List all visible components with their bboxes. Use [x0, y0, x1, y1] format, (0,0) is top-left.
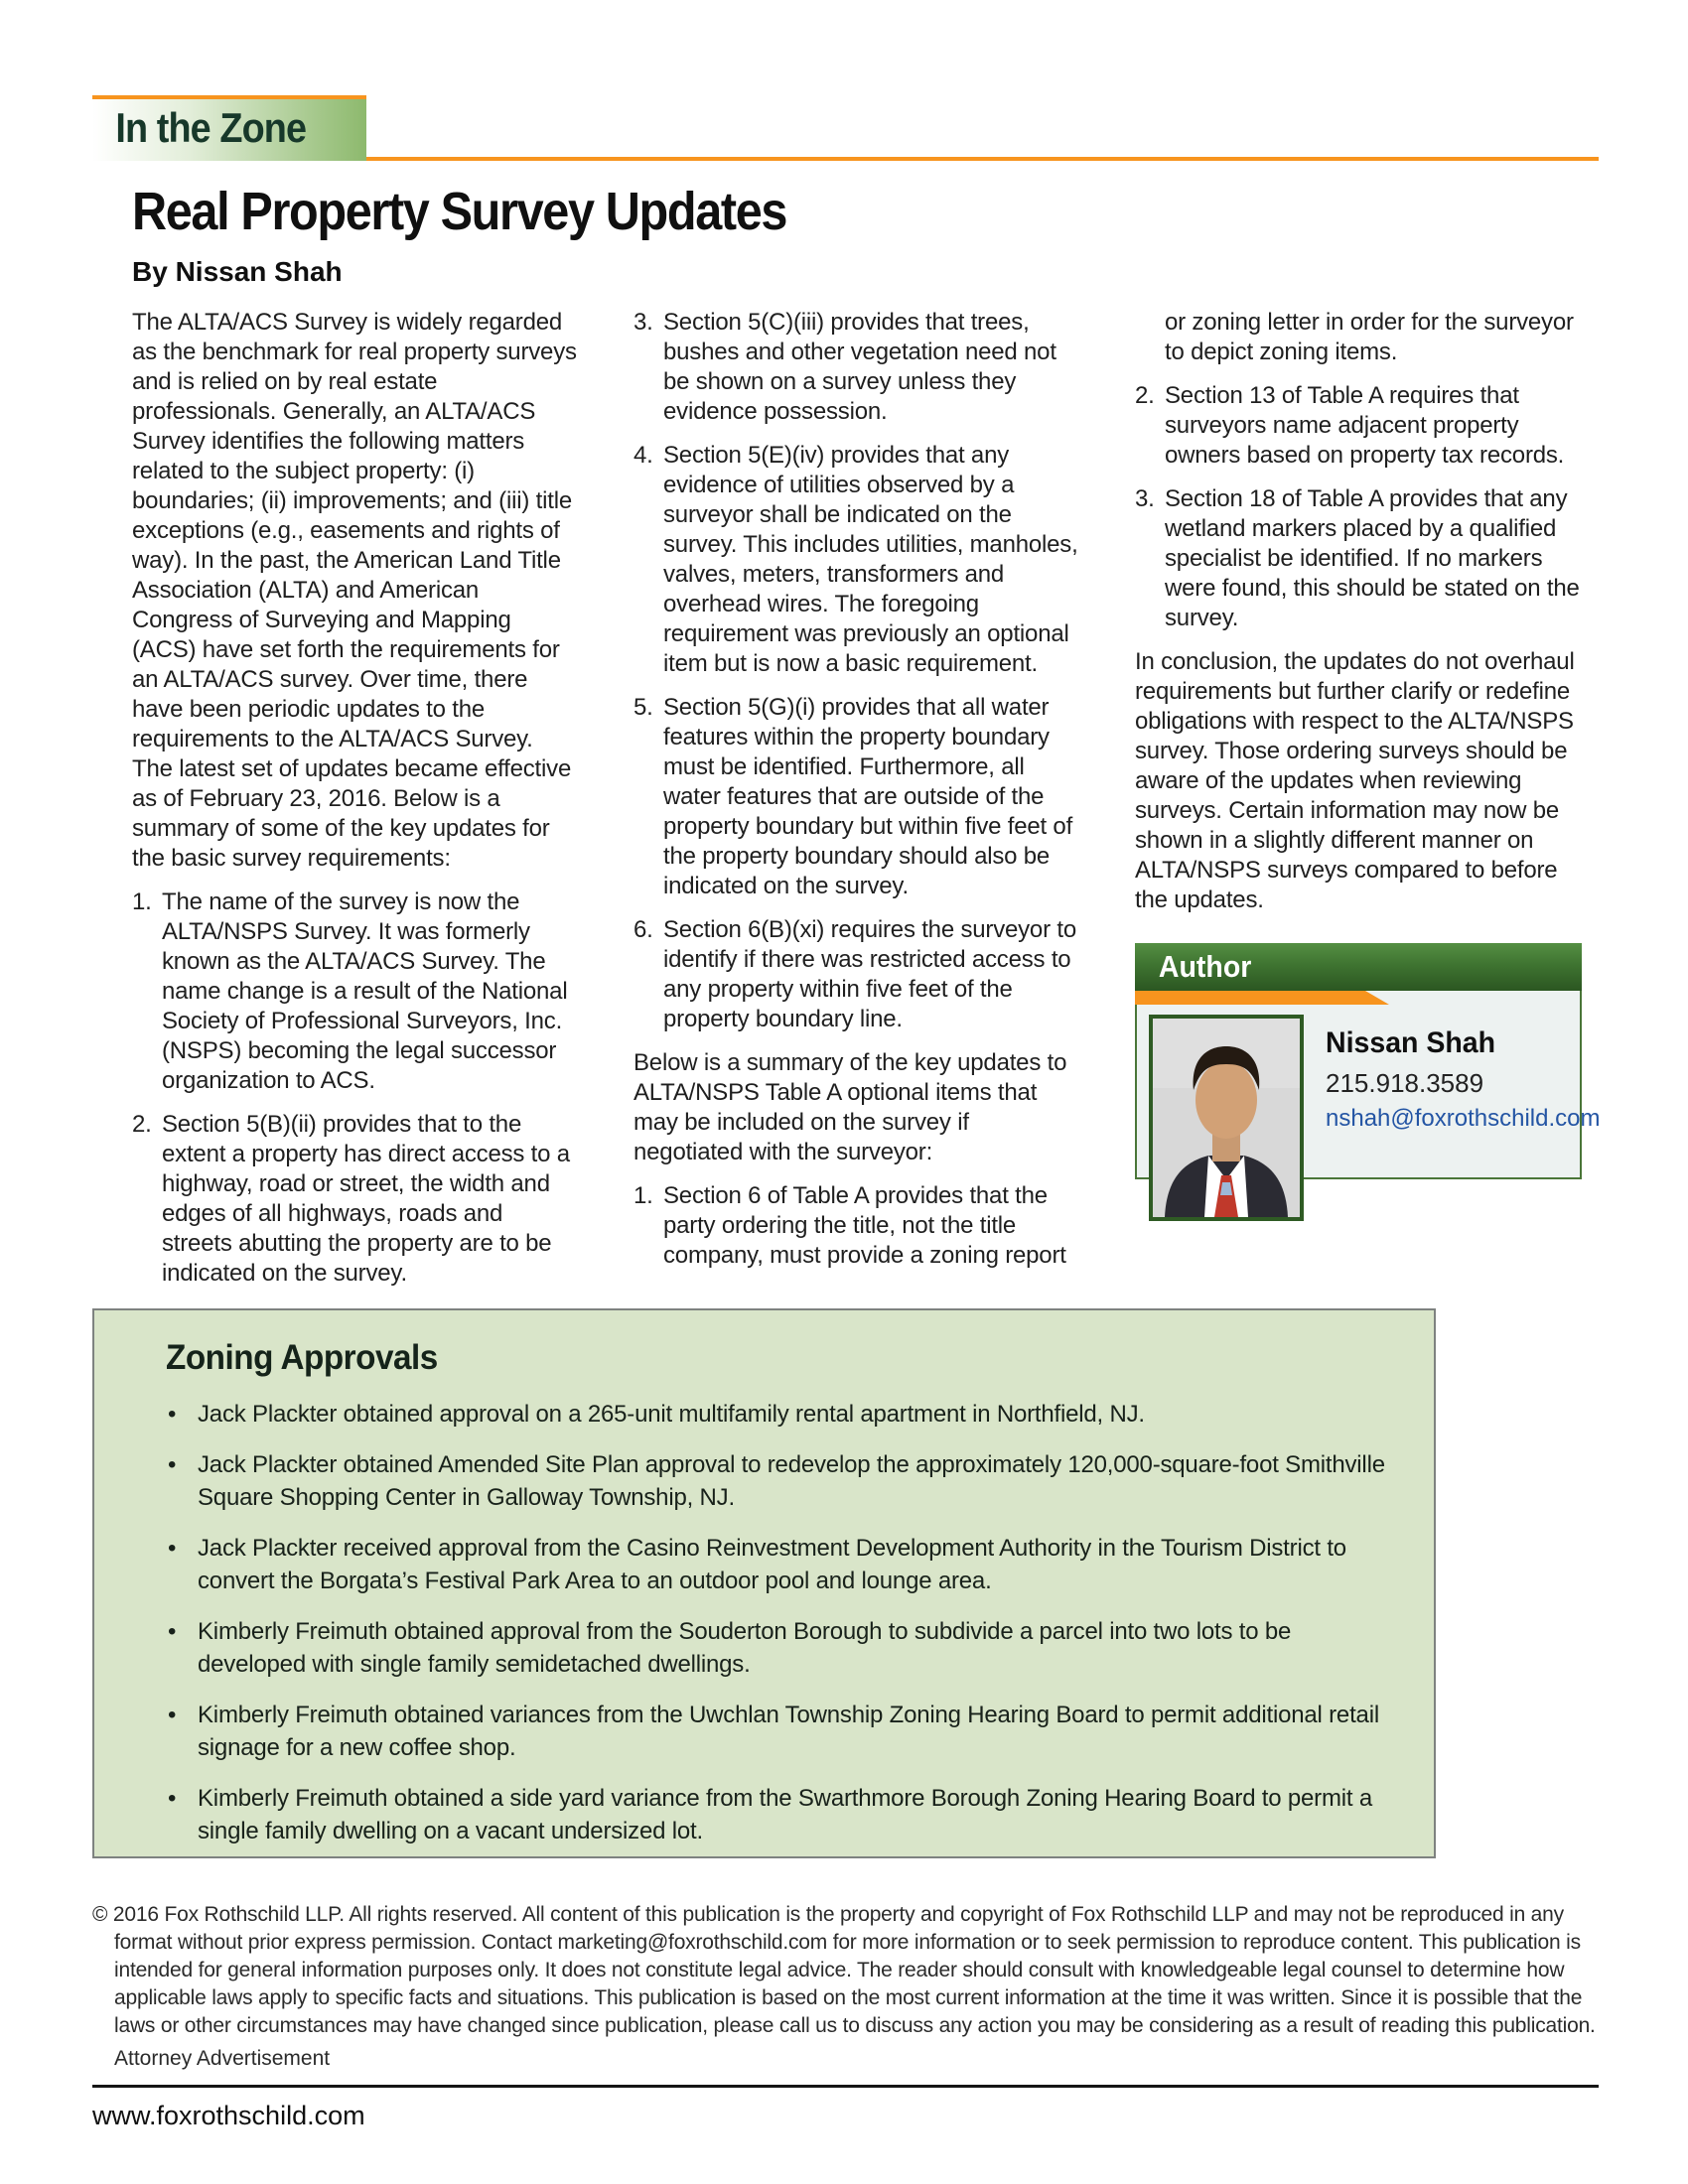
byline: By Nissan Shah — [132, 256, 343, 287]
copyright-notice: © 2016 Fox Rothschild LLP. All rights reserved. All content of this publication is the property and copyright of Fox Rothschild LLP and may not be reproduced in any format without prior express permission. Contact marketing@foxrothschild.com for more information or to seek permission to reproduce content. This publication is intended for general information purposes only. It does not constitute legal advice. The reader should consult with knowledgeable legal counsel to determine how applicable laws apply to specific facts and situations. This publication is based on the most current information at the time it was written. Since it is possible that the laws or other circumstances may have changed since publication, please call us to discuss any action you may be considering as a result of reading this publication. — [92, 1903, 1596, 2037]
item-number: 1. — [633, 1182, 653, 1209]
numbered-item — [633, 915, 1080, 1034]
numbered-item — [132, 887, 579, 1096]
section-banner — [92, 95, 366, 161]
zoning-bullet: • Kimberly Freimuth obtained variances from the Uwchlan Township Zoning Hearing Board to permit additional retail signage for a new coffee shop. — [166, 1699, 1394, 1764]
intro-paragraph: The ALTA/ACS Survey is widely regarded as the benchmark for real property surveys and is relied on by real estate professionals. Generally, an ALTA/ACS Survey identifies the following matters related to the subject property: (i) boundaries; (ii) improvements; and (iii) title exceptions (e.g., easements and rights of way). In the past, the American Land Title Association (ALTA) and American Congress of Surveying and Mapping (ACS) have set forth the requirements for an ALTA/ACS survey. Over time, there have been periodic updates to the requirements to the ALTA/ACS Survey. The latest set of updates became effective as of February 23, 2016. Below is a summary of some of the key updates for the basic survey requirements: — [132, 309, 577, 872]
item-text: Section 13 of Table A requires that surveyors name adjacent property owners based on property tax records. — [1165, 382, 1565, 469]
numbered-item — [132, 1110, 579, 1289]
item-text: Section 5(B)(ii) provides that to the extent a property has direct access to a highway, road or street, the width and edges of all highways, roads and streets abutting the property are to be indicated on the survey. — [162, 1111, 570, 1287]
numbered-item — [1135, 381, 1582, 471]
numbered-item — [633, 693, 1080, 901]
website-url: www.foxrothschild.com — [92, 2101, 365, 2130]
numbered-item — [633, 441, 1080, 679]
author-details — [1326, 1026, 1601, 1133]
item-text: Section 6(B)(xi) requires the surveyor to identify if there was restricted access to any property within five feet of the property boundary line. — [663, 916, 1076, 1032]
item-continuation: or zoning letter in order for the surveyor to depict zoning items. — [1165, 309, 1574, 365]
item-text: Section 5(C)(iii) provides that trees, bushes and other vegetation need not be shown on a survey unless they evidence possession. — [663, 309, 1056, 425]
author-phone: 215.918.3589 — [1326, 1068, 1484, 1098]
article-column-1 — [132, 308, 579, 1302]
zoning-bullet: • Jack Plackter obtained approval on a 265-unit multifamily rental apartment in Northfield, NJ. — [166, 1398, 1394, 1431]
item-number: 2. — [1135, 382, 1155, 409]
author-box — [1135, 943, 1601, 1179]
item-number: 2. — [132, 1111, 152, 1138]
zoning-bullet: • Jack Plackter obtained Amended Site Plan approval to redevelop the approximately 120,000-square-foot Smithville Square Shopping Center in Galloway Township, NJ. — [166, 1448, 1394, 1514]
author-box-orange-accent — [1135, 991, 1389, 1005]
item-number: 5. — [633, 694, 653, 721]
item-number: 4. — [633, 442, 653, 469]
author-box-header-label: Author — [1158, 949, 1252, 984]
author-email-link[interactable]: nshah@foxrothschild.com — [1326, 1105, 1601, 1132]
author-name: Nissan Shah — [1326, 1026, 1496, 1059]
zoning-bullet: • Jack Plackter received approval from the Casino Reinvestment Development Authority in the Tourism District to convert the Borgata’s Festival Park Area to an outdoor pool and lounge area. — [166, 1532, 1394, 1597]
masthead — [92, 95, 1599, 161]
author-box-content — [1135, 991, 1601, 1179]
section-banner-label: In the Zone — [115, 104, 307, 151]
numbered-item — [1135, 484, 1582, 633]
attorney-advertisement-label: Attorney Advertisement — [114, 2047, 331, 2070]
author-box-header — [1135, 943, 1582, 991]
item-text: Section 18 of Table A provides that any wetland markers placed by a qualified specialist be identified. If no markers were found, this should be stated on the survey. — [1165, 485, 1580, 631]
item-number: 1. — [132, 888, 152, 915]
zoning-approvals-title: Zoning Approvals — [166, 1338, 438, 1377]
item-number: 3. — [1135, 485, 1155, 512]
tablea-paragraph: Below is a summary of the key updates to ALTA/NSPS Table A optional items that may be included on the survey if negotiated with the surveyor: — [633, 1049, 1067, 1165]
footer-rule — [92, 2085, 1599, 2088]
article-column-2 — [633, 308, 1080, 1302]
conclusion-paragraph: In conclusion, the updates do not overhaul requirements but further clarify or redefine obligations with respect to the ALTA/NSPS survey. Those ordering surveys should be aware of the updates when reviewing surveys. Certain information may now be shown in a slightly different manner on ALTA/NSPS surveys compared to before the updates. — [1135, 648, 1575, 913]
numbered-item — [633, 1181, 1080, 1271]
zoning-approvals-list — [166, 1398, 1394, 1847]
item-number: 3. — [633, 309, 653, 336]
item-text: Section 6 of Table A provides that the party ordering the title, not the title company, must provide a zoning report — [663, 1182, 1066, 1269]
item-text: The name of the survey is now the ALTA/NSPS Survey. It was formerly known as the ALTA/ACS Survey. The name change is a result of the National Society of Professional Surveyors, Inc. (NSPS) becoming the legal successor organization to ACS. — [162, 888, 568, 1094]
page-title: Real Property Survey Updates — [132, 182, 787, 241]
zoning-approvals-box — [92, 1308, 1436, 1858]
item-text: Section 5(E)(iv) provides that any evidence of utilities observed by a surveyor shall be indicated on the survey. This includes utilities, manholes, valves, meters, transformers and overhead wires. The foregoing requirement was previously an optional item but is now a basic requirement. — [663, 442, 1078, 677]
item-text: Section 5(G)(i) provides that all water features within the property boundary must be identified. Furthermore, all water features that are outside of the property boundary but within five feet of the property boundary should also be indicated on the survey. — [663, 694, 1073, 899]
author-photo — [1149, 1015, 1304, 1221]
item-number: 6. — [633, 916, 653, 943]
zoning-bullet: • Kimberly Freimuth obtained approval from the Souderton Borough to subdivide a parcel into two lots to be developed with single family semidetached dwellings. — [166, 1615, 1394, 1681]
zoning-bullet: • Kimberly Freimuth obtained a side yard variance from the Swarthmore Borough Zoning Hearing Board to permit a single family dwelling on a vacant undersized lot. — [166, 1782, 1394, 1847]
numbered-item — [633, 308, 1080, 427]
headshot-silhouette-icon — [1153, 1019, 1300, 1217]
